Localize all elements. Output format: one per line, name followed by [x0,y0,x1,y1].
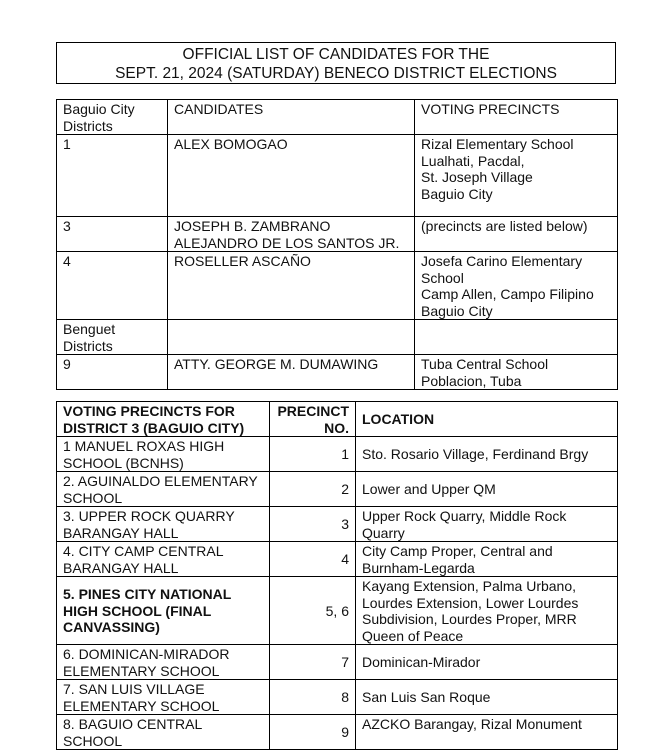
candidate-name: ATTY. GEORGE M. DUMAWING [174,356,379,372]
precinct-location: Kayang Extension, Palma Urbano, Lourdes Extension, Lower Lourdes Subdivision, Lourdes Proper, MRR Queen of Peace [356,577,618,645]
precinct-line: Josefa Carino Elementary School [421,253,583,286]
precinct-number: 3 [270,507,356,542]
precinct-line: (precincts are listed below) [421,218,588,234]
district-cell: 1 [57,135,168,217]
precinct-row [57,437,618,472]
precinct-number: 4 [270,542,356,577]
header-precinct-name: VOTING PRECINCTS FOR DISTRICT 3 (BAGUIO CITY) [57,402,270,437]
precinct-number: 8 [270,680,356,715]
candidate-name: ALEX BOMOGAO [174,136,288,152]
precinct-number: 2 [270,472,356,507]
precinct-location: Sto. Rosario Village, Ferdinand Brgy [356,437,618,472]
precinct-name: 6. DOMINICAN-MIRADOR ELEMENTARY SCHOOL [57,645,270,680]
candidates-cell [168,252,415,320]
candidates-cell [168,355,415,390]
precinct-location: City Camp Proper, Central and Burnham-Legarda [356,542,618,577]
precinct-name: 4. CITY CAMP CENTRAL BARANGAY HALL [57,542,270,577]
precincts-cell [415,355,618,390]
candidate-row [57,355,618,390]
precinct-line: Tuba Central School [421,356,549,372]
candidate-name: ALEJANDRO DE LOS SANTOS JR. [174,234,400,251]
precinct-line: Camp Allen, Campo Filipino [421,286,594,302]
header-location: LOCATION [356,402,618,437]
title-line-1: OFFICIAL LIST OF CANDIDATES FOR THE [182,46,490,63]
candidates-cell [168,135,415,217]
district-cell: 9 [57,355,168,390]
precinct-line: St. Joseph Village [421,169,533,185]
title-line-2: SEPT. 21, 2024 (SATURDAY) BENECO DISTRICT ELECTIONS [115,65,557,82]
precinct-line: Baguio City [421,185,493,202]
candidate-row [57,135,618,217]
precinct-name: 7. SAN LUIS VILLAGE ELEMENTARY SCHOOL [57,680,270,715]
candidate-row [57,217,618,252]
precinct-location: Upper Rock Quarry, Middle Rock Quarry [356,507,618,542]
precinct-number: 9 [270,715,356,750]
precinct-line: Lualhati, Pacdal, [421,152,525,169]
document-title [56,42,616,84]
candidate-row [57,320,618,355]
precinct-name: 8. BAGUIO CENTRAL SCHOOL [57,715,270,750]
precinct-name: 3. UPPER ROCK QUARRY BARANGAY HALL [57,507,270,542]
precinct-row [57,577,618,645]
header-precinct-no: PRECINCT NO. [270,402,356,437]
precinct-location: Lower and Upper QM [356,472,618,507]
precinct-location: Dominican-Mirador [356,645,618,680]
precinct-location: AZCKO Barangay, Rizal Monument [356,715,618,750]
district-3-precincts-table [56,401,618,750]
candidates-table [56,99,618,390]
precinct-row [57,542,618,577]
precinct-name: 1 MANUEL ROXAS HIGH SCHOOL (BCNHS) [57,437,270,472]
candidate-name: JOSEPH B. ZAMBRANO [174,218,331,234]
precincts-cell [415,217,618,252]
header-candidates: CANDIDATES [168,100,415,135]
precinct-number: 5, 6 [270,577,356,645]
precincts-cell [415,135,618,217]
header-voting-precincts: VOTING PRECINCTS [415,100,618,135]
precinct-row [57,680,618,715]
candidate-name: ROSELLER ASCAÑO [174,253,311,269]
district-cell: Benguet Districts [57,320,168,355]
candidates-cell [168,320,415,355]
precinct-name: 5. PINES CITY NATIONAL HIGH SCHOOL (FINAL CANVASSING) [57,577,270,645]
candidate-row [57,252,618,320]
precincts-header-row [57,402,618,437]
precinct-row [57,472,618,507]
precinct-number: 7 [270,645,356,680]
district-cell: 4 [57,252,168,320]
precinct-line: Poblacion, Tuba [421,372,522,389]
precinct-location: San Luis San Roque [356,680,618,715]
precincts-cell [415,252,618,320]
header-district: Baguio City Districts [57,100,168,135]
precinct-row [57,715,618,750]
precinct-line: Baguio City [421,302,493,319]
district-cell: 3 [57,217,168,252]
candidates-cell [168,217,415,252]
precinct-row [57,645,618,680]
precinct-name: 2. AGUINALDO ELEMENTARY SCHOOL [57,472,270,507]
precinct-row [57,507,618,542]
precinct-line: Rizal Elementary School [421,136,574,152]
precinct-number: 1 [270,437,356,472]
precincts-cell [415,320,618,355]
candidates-header-row [57,100,618,135]
